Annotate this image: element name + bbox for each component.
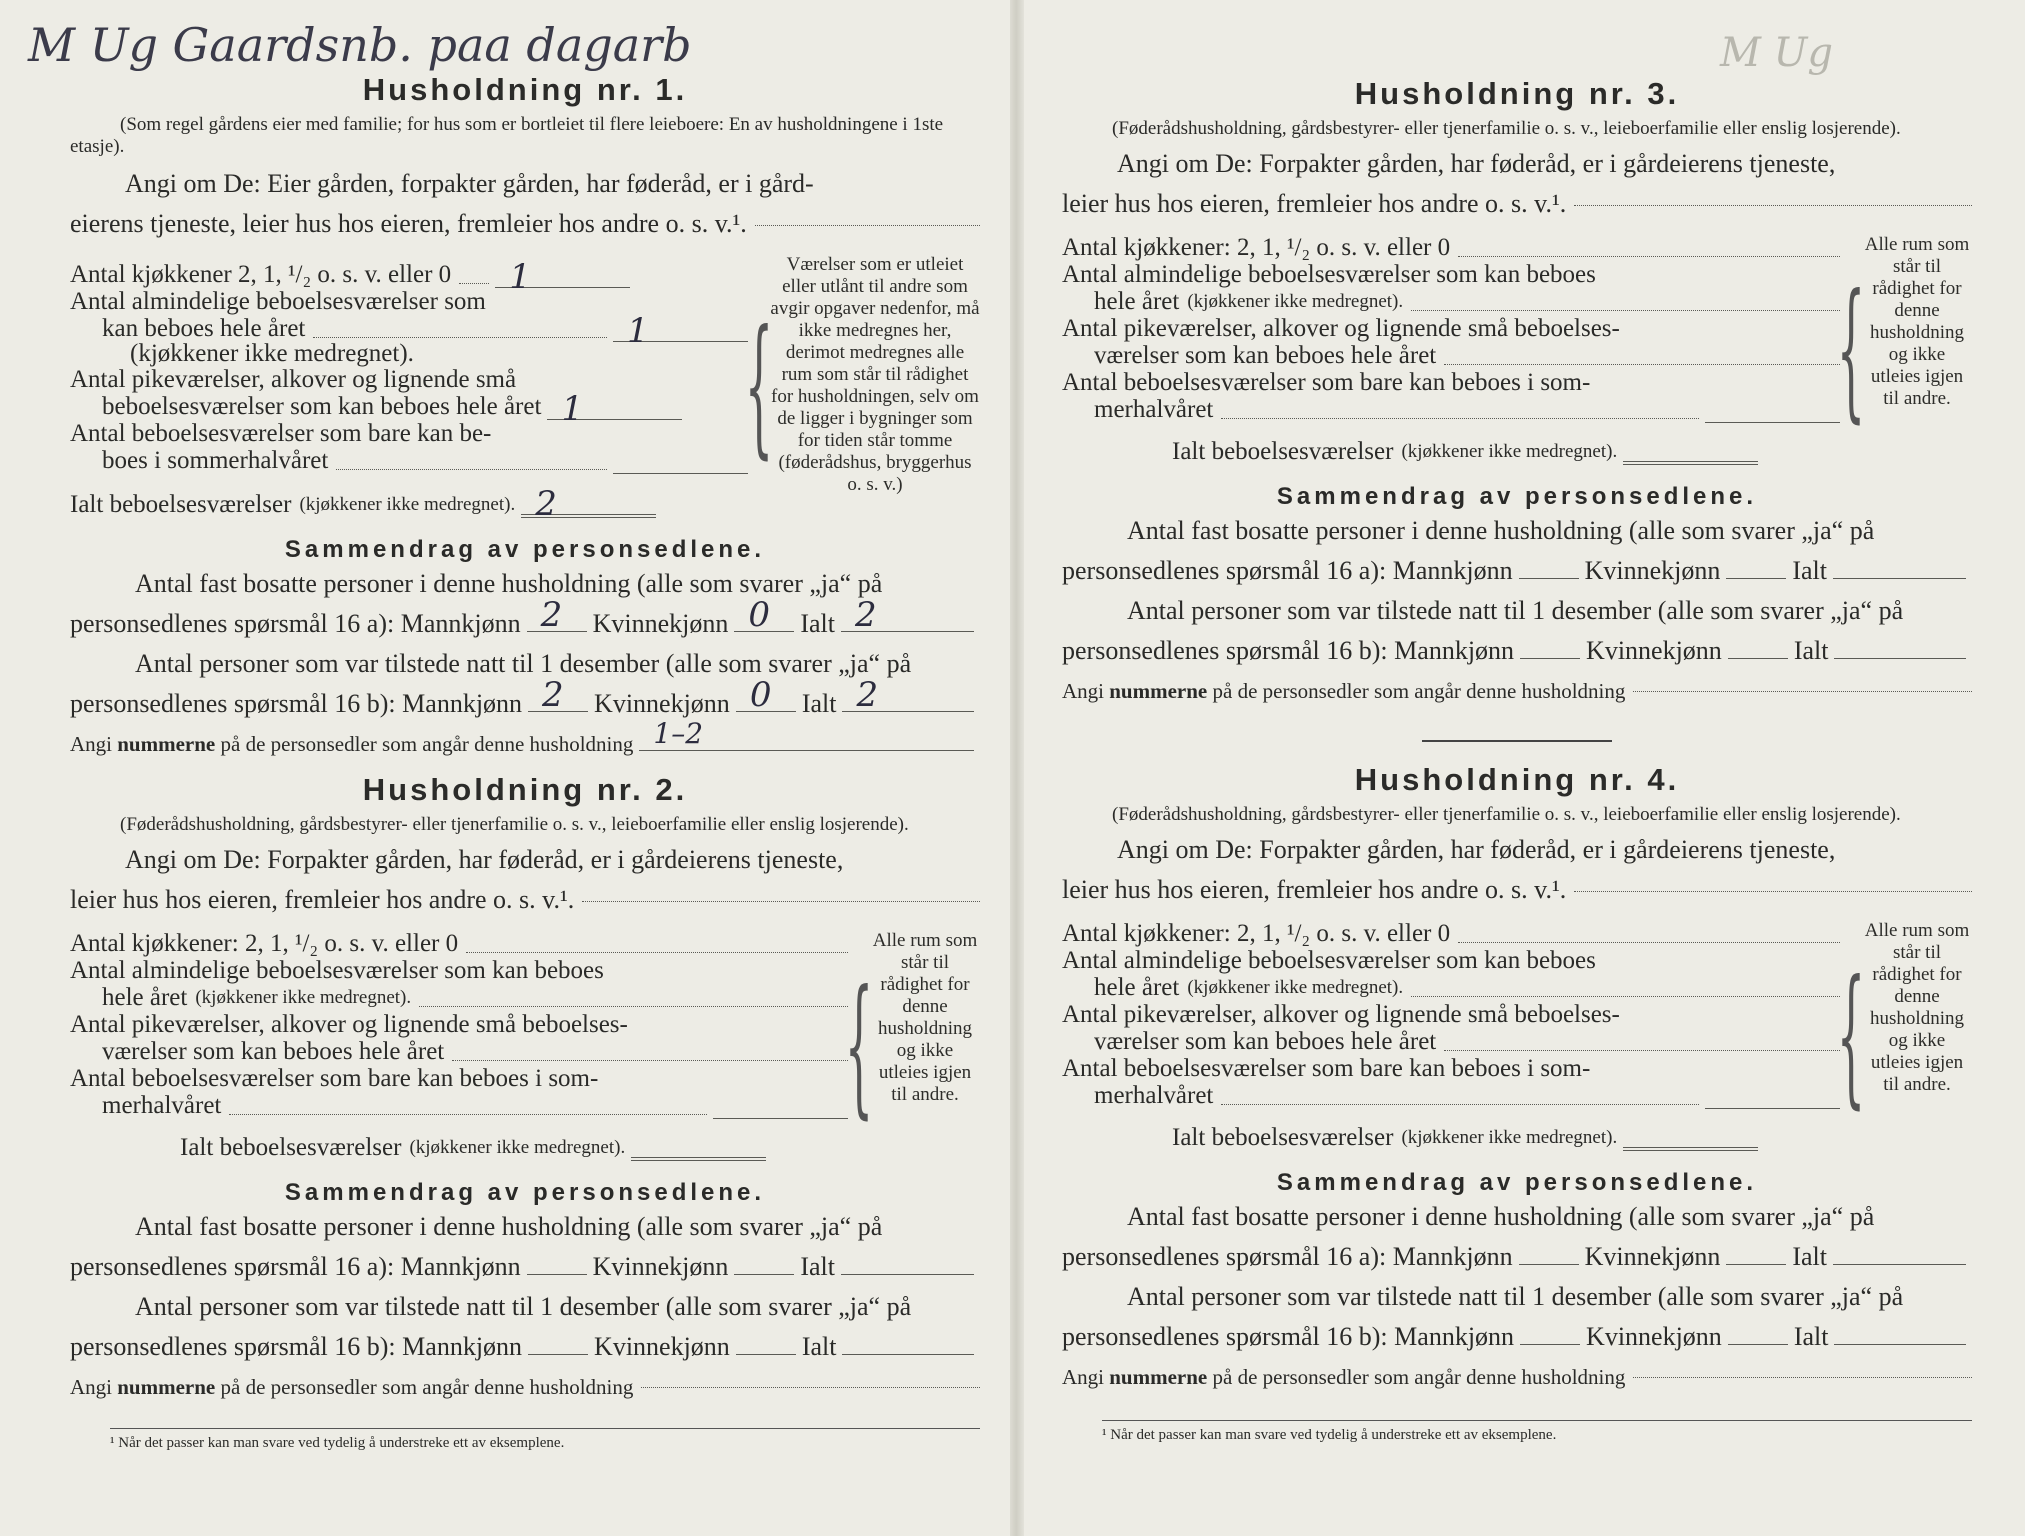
household-2-rooms: Antal kjøkkener: 2, 1, ¹/₂ o. s. v. eller 0 Antal almindelige beboelsesværelser som kan beboes hele året (kjøkkener ikke medregnet). Antal pikeværelser, alkover og lignende små beboelses- værelser som kan beboes hele året Antal beboelsesværelser som bare kan beboes i som- merhalvåret Ialt beboelsesværelser (kjøkkener ikke medregnet). { Alle rum som står til rådighet for denne husholdning og ikke utleies igjen til andre.: [70, 930, 978, 1161]
household-4-present-female-field[interactable]: [1728, 1318, 1788, 1345]
household-1-angi-line1: Angi om De: Eier gården, forpakter gården, har føderåd, er i gård-: [125, 169, 814, 198]
left-page: [70, 0, 980, 1536]
household-3-resident-female-field[interactable]: [1726, 552, 1786, 579]
left-footnote: ¹ Når det passer kan man svare ved tydelig å understreke ett av eksemplene.: [110, 1428, 980, 1452]
household-3-rooms: Antal kjøkkener: 2, 1, ¹/₂ o. s. v. eller 0 Antal almindelige beboelsesværelser som kan beboes hele året (kjøkkener ikke medregnet). Antal pikeværelser, alkover og lignende små beboelses- værelser som kan beboes hele året Antal beboelsesværelser som bare kan beboes i som- merhalvåret Ialt beboelsesværelser (kjøkkener ikke medregnet). { Alle rum som står til rådighet for denne husholdning og ikke utleies igjen til andre.: [1062, 234, 1970, 465]
household-1: Husholdning nr. 1. (Som regel gårdens eier med familie; for hus som er bortleiet til flere leieboere: En av husholdningene i 1ste etasje). Angi om De: Eier gården, forpakter gården, har føderåd, er i gård- eierens tjeneste, leier hus hos eieren, fremleier hos andre o. s. v.¹. Antal kjøkkener 2, 1, ¹/₂ o. s. v. eller 0 1 Antal almindelige beboelsesværelser som kan beboes hele året 1 (kjøkkener ikke medregnet). Antal pikeværelser, alkover og lignende små beboelsesværelser som kan beboes hele året 1 Antal beboelsesværelser som bare kan be- boes i sommerhalvåret Ialt beboelsesværelser (kjøkkener ikke medregnet). 2 { Værelser som er utleiet eller utlånt til andre som avgir opgaver nedenfor, må ikke medregnes her, derimot medregnes alle rum som står til rådighet for husholdningen, selv om de ligger i bygninger som for tiden står tomme (føderådshus, bryggerhus o. s. v.) Sammendrag av personsedlene. Antal fast bosatte personer i denne husholdning (alle som svarer „ja“ på personsedlenes spørsmål 16 a): Mannkjønn 2 Kvinnekjønn 0 Ialt 2 Antal personer som var tilstede natt til 1 desember (alle som svarer „ja“ på personsedlenes spørsmål 16 b): Mannkjønn 2 Kvinnekjønn 0 Ialt 2 Angi nummerne på de personsedler som angår denne husholdning 1–2: [70, 72, 980, 756]
household-1-kitchens-label: Antal kjøkkener 2, 1, ¹/₂ o. s. v. eller 0: [70, 261, 452, 288]
household-3-title: Husholdning nr. 3.: [1354, 76, 1680, 111]
household-4-resident-male-field[interactable]: [1519, 1238, 1579, 1265]
household-1-ordinary-rooms-field[interactable]: 1: [613, 315, 748, 342]
household-3-resident-total-field[interactable]: [1833, 552, 1966, 579]
household-1-numbers-field[interactable]: 1–2: [639, 724, 974, 751]
household-2-present-male-field[interactable]: [528, 1328, 588, 1355]
household-3-present-female-field[interactable]: [1728, 632, 1788, 659]
household-3-present-total-field[interactable]: [1834, 632, 1966, 659]
household-2-resident-total-field[interactable]: [841, 1248, 974, 1275]
household-1-summer-rooms-label: Antal beboelsesværelser som bare kan be-: [70, 420, 492, 447]
household-1-resident-female-field[interactable]: 0: [734, 605, 794, 632]
household-1-total-field[interactable]: 2: [521, 488, 656, 518]
household-1-maid-rooms-label: Antal pikeværelser, alkover og lignende små: [70, 366, 517, 393]
household-1-kitchens-field[interactable]: 1: [495, 261, 630, 288]
household-1-resident-total-field[interactable]: 2: [841, 605, 974, 632]
household-2: Husholdning nr. 2. (Føderådshusholdning, gårdsbestyrer- eller tjenerfamilie o. s. v., leieboerfamilie eller enslig losjerende). Angi om De: Forpakter gården, har føderåd, er i gårdeierens tjeneste, leier hus hos eieren, fremleier hos andre o. s. v.¹. Antal kjøkkener: 2, 1, ¹/₂ o. s. v. eller 0 Antal almindelige beboelsesværelser som kan beboes hele året (kjøkkener ikke medregnet). Antal pikeværelser, alkover og lignende små beboelses- værelser som kan beboes hele året Antal beboelsesværelser som bare kan beboes i som- merhalvåret Ialt beboelsesværelser (kjøkkener ikke medregnet). { Alle rum som står til rådighet for denne husholdning og ikke utleies igjen til andre. Sammendrag av personsedlene. Antal fast bosatte personer i denne husholdning (alle som svarer „ja“ på personsedlenes spørsmål 16 a): Mannkjønn Kvinnekjønn Ialt Antal personer som var tilstede natt til 1 desember (alle som svarer „ja“ på personsedlenes spørsmål 16 b): Mannkjønn Kvinnekjønn Ialt Angi nummerne på de personsedler som angår denne husholdning: [70, 772, 980, 1407]
right-footnote: ¹ Når det passer kan man svare ved tydelig å understreke ett av eksemplene.: [1102, 1420, 1972, 1444]
brace-icon: {: [744, 299, 774, 473]
household-1-present-female-field[interactable]: 0: [736, 685, 796, 712]
household-2-resident-male-field[interactable]: [527, 1248, 587, 1275]
faint-margin-scrawl: M Ug: [1720, 30, 1833, 76]
household-3-present-male-field[interactable]: [1520, 632, 1580, 659]
household-4-present-male-field[interactable]: [1520, 1318, 1580, 1345]
household-1-summary-title: Sammendrag av personsedlene.: [284, 536, 766, 563]
section-divider: [1422, 740, 1612, 742]
household-4-resident-female-field[interactable]: [1726, 1238, 1786, 1265]
household-1-total-label: Ialt beboelsesværelser: [70, 491, 292, 518]
household-1-side-note: Værelser som er utleiet eller utlånt til andre som avgir opgaver nedenfor, må ikke medregnes her, derimot medregnes alle rum som står til rådighet for husholdningen, selv om de ligger i bygninger som for tiden står tomme (føderådshus, bryggerhus o. s. v.): [770, 254, 980, 495]
household-4: Husholdning nr. 4. (Føderådshusholdning, gårdsbestyrer- eller tjenerfamilie o. s. v., leieboerfamilie eller enslig losjerende). Angi om De: Forpakter gården, har føderåd, er i gårdeierens tjeneste, leier hus hos eieren, fremleier hos andre o. s. v.¹. Antal kjøkkener: 2, 1, ¹/₂ o. s. v. eller 0 Antal almindelige beboelsesværelser som kan beboes hele året (kjøkkener ikke medregnet). Antal pikeværelser, alkover og lignende små beboelses- værelser som kan beboes hele året Antal beboelsesværelser som bare kan beboes i som- merhalvåret Ialt beboelsesværelser (kjøkkener ikke medregnet). { Alle rum som står til rådighet for denne husholdning og ikke utleies igjen til andre. Sammendrag av personsedlene. Antal fast bosatte personer i denne husholdning (alle som svarer „ja“ på personsedlenes spørsmål 16 a): Mannkjønn Kvinnekjønn Ialt Antal personer som var tilstede natt til 1 desember (alle som svarer „ja“ på personsedlenes spørsmål 16 b): Mannkjønn Kvinnekjønn Ialt Angi nummerne på de personsedler som angår denne husholdning: [1062, 762, 1972, 1397]
brace-icon: {: [1836, 262, 1866, 437]
household-1-angi-line2: eierens tjeneste, leier hus hos eieren, fremleier hos andre o. s. v.¹.: [70, 209, 747, 238]
household-2-total-field[interactable]: [631, 1131, 766, 1161]
household-4-title: Husholdning nr. 4.: [1354, 762, 1680, 797]
household-1-title: Husholdning nr. 1.: [362, 72, 688, 107]
brace-icon: {: [1836, 948, 1866, 1123]
household-2-resident-female-field[interactable]: [734, 1248, 794, 1275]
household-2-present-female-field[interactable]: [736, 1328, 796, 1355]
household-3: Husholdning nr. 3. (Føderådshusholdning, gårdsbestyrer- eller tjenerfamilie o. s. v., leieboerfamilie eller enslig losjerende). Angi om De: Forpakter gården, har føderåd, er i gårdeierens tjeneste, leier hus hos eieren, fremleier hos andre o. s. v.¹. Antal kjøkkener: 2, 1, ¹/₂ o. s. v. eller 0 Antal almindelige beboelsesværelser som kan beboes hele året (kjøkkener ikke medregnet). Antal pikeværelser, alkover og lignende små beboelses- værelser som kan beboes hele året Antal beboelsesværelser som bare kan beboes i som- merhalvåret Ialt beboelsesværelser (kjøkkener ikke medregnet). { Alle rum som står til rådighet for denne husholdning og ikke utleies igjen til andre. Sammendrag av personsedlene. Antal fast bosatte personer i denne husholdning (alle som svarer „ja“ på personsedlenes spørsmål 16 a): Mannkjønn Kvinnekjønn Ialt Antal personer som var tilstede natt til 1 desember (alle som svarer „ja“ på personsedlenes spørsmål 16 b): Mannkjønn Kvinnekjønn Ialt Angi nummerne på de personsedler som angår denne husholdning: [1062, 76, 1972, 711]
household-3-resident-male-field[interactable]: [1519, 552, 1579, 579]
household-4-rooms: Antal kjøkkener: 2, 1, ¹/₂ o. s. v. eller 0 Antal almindelige beboelsesværelser som kan beboes hele året (kjøkkener ikke medregnet). Antal pikeværelser, alkover og lignende små beboelses- værelser som kan beboes hele året Antal beboelsesværelser som bare kan beboes i som- merhalvåret Ialt beboelsesværelser (kjøkkener ikke medregnet). { Alle rum som står til rådighet for denne husholdning og ikke utleies igjen til andre.: [1062, 920, 1970, 1151]
household-1-summer-rooms-field[interactable]: [613, 447, 748, 474]
household-1-maid-rooms-field[interactable]: 1: [547, 393, 682, 420]
household-1-present-total-field[interactable]: 2: [842, 685, 974, 712]
right-page: [1062, 0, 1972, 1536]
household-2-title: Husholdning nr. 2.: [362, 772, 688, 807]
household-4-present-total-field[interactable]: [1834, 1318, 1966, 1345]
household-1-rooms: Antal kjøkkener 2, 1, ¹/₂ o. s. v. eller 0 1 Antal almindelige beboelsesværelser som kan beboes hele året 1 (kjøkkener ikke medregnet). Antal pikeværelser, alkover og lignende små beboelsesværelser som kan beboes hele året 1 Antal beboelsesværelser som bare kan be- boes i sommerhalvåret Ialt beboelsesværelser (kjøkkener ikke medregnet). 2 { Værelser som er utleiet eller utlånt til andre som avgir opgaver nedenfor, må ikke medregnes her, derimot medregnes alle rum som står til rådighet for husholdningen, selv om de ligger i bygninger som for tiden står tomme (føderådshus, bryggerhus o. s. v.): [70, 254, 980, 524]
page-fold: [1010, 0, 1024, 1536]
household-4-total-field[interactable]: [1623, 1121, 1758, 1151]
household-1-ordinary-rooms-label: Antal almindelige beboelsesværelser som: [70, 288, 486, 315]
household-4-summer-rooms-field[interactable]: [1705, 1082, 1840, 1109]
brace-icon: {: [844, 958, 874, 1133]
household-1-note: (Som regel gårdens eier med familie; for hus som er bortleiet til flere leieboere: En av husholdningene i 1ste etasje).: [70, 114, 944, 157]
handwritten-margin-note: M Ug Gaardsnb. paa dagarb: [28, 18, 692, 72]
household-3-summer-rooms-field[interactable]: [1705, 396, 1840, 423]
household-2-present-total-field[interactable]: [842, 1328, 974, 1355]
household-3-total-field[interactable]: [1623, 435, 1758, 465]
household-2-summer-rooms-field[interactable]: [713, 1092, 848, 1119]
household-1-present-male-field[interactable]: 2: [528, 685, 588, 712]
household-1-resident-male-field[interactable]: 2: [527, 605, 587, 632]
household-4-resident-total-field[interactable]: [1833, 1238, 1966, 1265]
